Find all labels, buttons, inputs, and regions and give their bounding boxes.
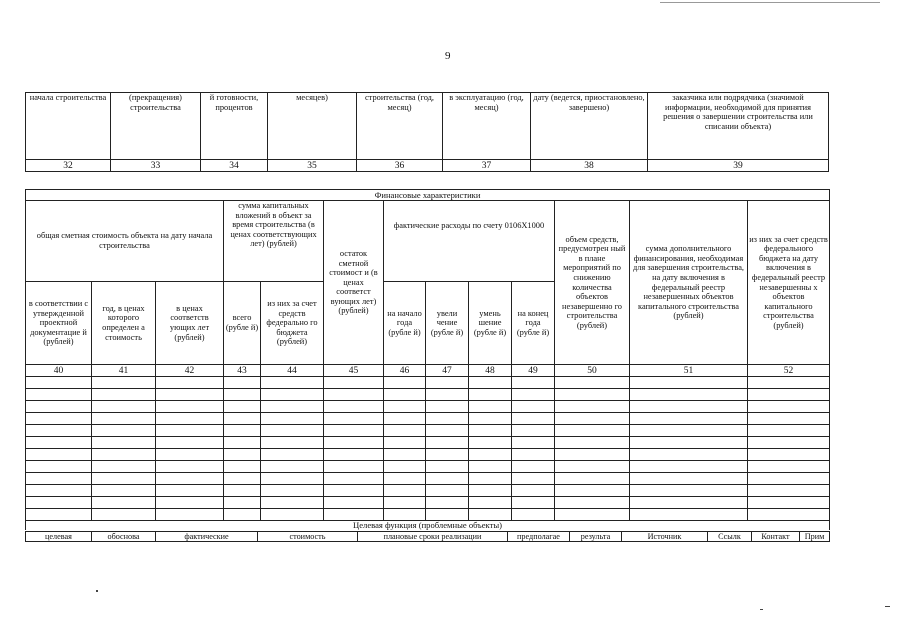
header-cell: заказчика или подрядчика (значимой информации, необходимой для принятия решения о завершении строительства или списании объекта) bbox=[648, 93, 829, 160]
empty-cell bbox=[426, 377, 469, 389]
empty-cell bbox=[555, 425, 630, 437]
empty-cell bbox=[555, 473, 630, 485]
problem-objects-header-table bbox=[25, 531, 830, 542]
empty-cell bbox=[261, 473, 324, 485]
empty-cell bbox=[92, 449, 156, 461]
bottom-header-cell: целевая bbox=[26, 532, 92, 542]
empty-cell bbox=[224, 485, 261, 497]
empty-cell bbox=[324, 449, 384, 461]
column-number: 52 bbox=[748, 365, 830, 377]
empty-cell bbox=[324, 389, 384, 401]
bottom-header-cell: Контакт bbox=[752, 532, 800, 542]
empty-cell bbox=[630, 437, 748, 449]
bottom-header-cell: обоснова bbox=[92, 532, 156, 542]
sub-header-cell: умень шение (рубле й) bbox=[469, 282, 512, 365]
empty-data-row bbox=[26, 377, 830, 389]
empty-cell bbox=[92, 497, 156, 509]
empty-cell bbox=[384, 461, 426, 473]
page-number: 9 bbox=[445, 50, 451, 62]
bottom-header-cell: плановые сроки реализации bbox=[358, 532, 508, 542]
empty-cell bbox=[261, 389, 324, 401]
empty-cell bbox=[426, 473, 469, 485]
empty-cell bbox=[555, 413, 630, 425]
empty-cell bbox=[324, 425, 384, 437]
empty-cell bbox=[384, 497, 426, 509]
empty-cell bbox=[512, 425, 555, 437]
empty-cell bbox=[512, 413, 555, 425]
empty-cell bbox=[26, 497, 92, 509]
header-cell: строительства (год, месяц) bbox=[357, 93, 443, 160]
column-number: 36 bbox=[357, 160, 443, 172]
empty-cell bbox=[469, 401, 512, 413]
empty-cell bbox=[324, 509, 384, 521]
federal-share-header: из них за счет средств федерального бюджета на дату включения в федеральный реестр незавершенны х объектов капитального строительства (рублей) bbox=[748, 201, 830, 365]
bottom-header-cell: результа bbox=[570, 532, 622, 542]
empty-cell bbox=[748, 461, 830, 473]
column-number: 40 bbox=[26, 365, 92, 377]
empty-cell bbox=[426, 437, 469, 449]
empty-cell bbox=[426, 449, 469, 461]
empty-cell bbox=[555, 509, 630, 521]
empty-cell bbox=[426, 497, 469, 509]
empty-cell bbox=[26, 377, 92, 389]
group-header-row bbox=[26, 201, 830, 282]
bottom-header-cell: стоимость bbox=[258, 532, 358, 542]
sub-header-cell: увели чение (рубле й) bbox=[426, 282, 469, 365]
empty-cell bbox=[224, 389, 261, 401]
column-number: 49 bbox=[512, 365, 555, 377]
scan-speck bbox=[660, 2, 880, 3]
column-number: 44 bbox=[261, 365, 324, 377]
empty-data-row bbox=[26, 449, 830, 461]
empty-cell bbox=[469, 449, 512, 461]
column-number-row bbox=[26, 365, 830, 377]
column-number: 48 bbox=[469, 365, 512, 377]
empty-data-row bbox=[26, 473, 830, 485]
empty-data-row bbox=[26, 389, 830, 401]
empty-cell bbox=[324, 473, 384, 485]
empty-cell bbox=[384, 425, 426, 437]
sub-header-cell: на конец года (рубле й) bbox=[512, 282, 555, 365]
sub-header-cell: на начало года (рубле й) bbox=[384, 282, 426, 365]
empty-cell bbox=[630, 509, 748, 521]
empty-cell bbox=[384, 473, 426, 485]
header-cell: в эксплуатацию (год, месяц) bbox=[443, 93, 531, 160]
empty-cell bbox=[630, 461, 748, 473]
empty-cell bbox=[26, 461, 92, 473]
column-number: 46 bbox=[384, 365, 426, 377]
empty-cell bbox=[224, 401, 261, 413]
empty-cell bbox=[384, 449, 426, 461]
empty-cell bbox=[512, 437, 555, 449]
financial-characteristics-table bbox=[25, 189, 830, 530]
empty-cell bbox=[156, 509, 224, 521]
sub-header-cell: из них за счет средств федерально го бюджета (рублей) bbox=[261, 282, 324, 365]
empty-cell bbox=[426, 485, 469, 497]
scan-speck bbox=[760, 609, 763, 610]
column-number: 51 bbox=[630, 365, 748, 377]
empty-cell bbox=[469, 461, 512, 473]
column-number: 34 bbox=[201, 160, 268, 172]
empty-cell bbox=[324, 497, 384, 509]
empty-cell bbox=[92, 509, 156, 521]
empty-cell bbox=[261, 401, 324, 413]
bottom-header-cell: фактические bbox=[156, 532, 258, 542]
scan-speck bbox=[885, 606, 890, 607]
bottom-header-cell: Ссылк bbox=[708, 532, 752, 542]
empty-cell bbox=[92, 437, 156, 449]
empty-cell bbox=[156, 497, 224, 509]
empty-cell bbox=[261, 497, 324, 509]
column-number: 45 bbox=[324, 365, 384, 377]
empty-cell bbox=[92, 389, 156, 401]
header-row bbox=[26, 93, 829, 160]
empty-cell bbox=[384, 377, 426, 389]
empty-data-row bbox=[26, 509, 830, 521]
empty-cell bbox=[426, 401, 469, 413]
empty-cell bbox=[469, 413, 512, 425]
column-number-row bbox=[26, 160, 829, 172]
empty-cell bbox=[261, 425, 324, 437]
empty-cell bbox=[26, 509, 92, 521]
empty-cell bbox=[555, 497, 630, 509]
empty-cell bbox=[92, 473, 156, 485]
empty-cell bbox=[26, 425, 92, 437]
empty-cell bbox=[156, 389, 224, 401]
empty-cell bbox=[426, 389, 469, 401]
empty-cell bbox=[92, 413, 156, 425]
empty-cell bbox=[748, 509, 830, 521]
empty-data-row bbox=[26, 485, 830, 497]
empty-cell bbox=[469, 377, 512, 389]
empty-cell bbox=[512, 401, 555, 413]
empty-cell bbox=[426, 425, 469, 437]
empty-cell bbox=[26, 437, 92, 449]
empty-cell bbox=[26, 485, 92, 497]
empty-cell bbox=[748, 389, 830, 401]
empty-cell bbox=[156, 473, 224, 485]
empty-cell bbox=[630, 425, 748, 437]
empty-cell bbox=[324, 401, 384, 413]
empty-cell bbox=[469, 497, 512, 509]
actual-expenses-group-header: фактические расходы по счету 0106Х1000 bbox=[384, 201, 555, 282]
empty-cell bbox=[261, 413, 324, 425]
empty-cell bbox=[92, 401, 156, 413]
problem-objects-header-row bbox=[26, 532, 830, 542]
empty-cell bbox=[261, 461, 324, 473]
empty-cell bbox=[92, 425, 156, 437]
empty-cell bbox=[261, 485, 324, 497]
empty-cell bbox=[469, 485, 512, 497]
scan-speck bbox=[96, 590, 98, 592]
sub-header-cell: всего (рубле й) bbox=[224, 282, 261, 365]
header-cell: (прекращения) строительства bbox=[111, 93, 201, 160]
empty-data-row bbox=[26, 461, 830, 473]
estimate-group-header: общая сметная стоимость объекта на дату начала строительства bbox=[26, 201, 224, 282]
sub-header-cell: в соответствии с утвержденной проектной документацие й (рублей) bbox=[26, 282, 92, 365]
empty-cell bbox=[469, 425, 512, 437]
column-number: 39 bbox=[648, 160, 829, 172]
empty-cell bbox=[748, 485, 830, 497]
empty-cell bbox=[384, 413, 426, 425]
empty-cell bbox=[512, 509, 555, 521]
empty-cell bbox=[555, 437, 630, 449]
empty-cell bbox=[224, 449, 261, 461]
empty-cell bbox=[224, 473, 261, 485]
empty-cell bbox=[324, 437, 384, 449]
empty-cell bbox=[512, 497, 555, 509]
empty-cell bbox=[555, 377, 630, 389]
empty-cell bbox=[469, 509, 512, 521]
empty-data-row bbox=[26, 425, 830, 437]
bottom-header-cell: Источник bbox=[622, 532, 708, 542]
empty-cell bbox=[630, 497, 748, 509]
empty-cell bbox=[156, 401, 224, 413]
empty-cell bbox=[748, 377, 830, 389]
empty-cell bbox=[748, 449, 830, 461]
column-number: 41 bbox=[92, 365, 156, 377]
empty-cell bbox=[512, 485, 555, 497]
empty-cell bbox=[630, 377, 748, 389]
header-cell: дату (ведется, приостановлено, завершено) bbox=[531, 93, 648, 160]
column-number: 50 bbox=[555, 365, 630, 377]
empty-cell bbox=[224, 437, 261, 449]
column-number: 42 bbox=[156, 365, 224, 377]
empty-cell bbox=[630, 389, 748, 401]
empty-cell bbox=[748, 473, 830, 485]
empty-cell bbox=[324, 485, 384, 497]
remainder-header: остаток сметной стоимост и (в ценах соответст вующих лет) (рублей) bbox=[324, 201, 384, 365]
empty-cell bbox=[26, 449, 92, 461]
empty-cell bbox=[555, 461, 630, 473]
empty-cell bbox=[156, 485, 224, 497]
empty-cell bbox=[224, 425, 261, 437]
target-function-caption: Целевая функция (проблемные объекты) bbox=[26, 521, 830, 531]
empty-cell bbox=[324, 413, 384, 425]
column-number: 32 bbox=[26, 160, 111, 172]
empty-cell bbox=[384, 485, 426, 497]
empty-cell bbox=[26, 401, 92, 413]
empty-cell bbox=[324, 377, 384, 389]
empty-cell bbox=[630, 449, 748, 461]
empty-cell bbox=[26, 413, 92, 425]
empty-cell bbox=[224, 461, 261, 473]
empty-cell bbox=[384, 437, 426, 449]
additional-funding-header: сумма дополнительного финансирования, необходимая для завершения строительства, на дату включения в федеральный реестр незавершенных объектов капитального строительства (рублей) bbox=[630, 201, 748, 365]
empty-data-row bbox=[26, 413, 830, 425]
empty-cell bbox=[748, 425, 830, 437]
empty-cell bbox=[261, 437, 324, 449]
empty-cell bbox=[384, 509, 426, 521]
empty-cell bbox=[224, 497, 261, 509]
empty-cell bbox=[92, 485, 156, 497]
empty-cell bbox=[224, 377, 261, 389]
header-cell: начала строительства bbox=[26, 93, 111, 160]
empty-cell bbox=[156, 449, 224, 461]
empty-cell bbox=[156, 377, 224, 389]
empty-data-row bbox=[26, 437, 830, 449]
bottom-header-cell: предполагае bbox=[508, 532, 570, 542]
title-row bbox=[26, 190, 830, 201]
empty-cell bbox=[630, 473, 748, 485]
empty-data-row bbox=[26, 497, 830, 509]
header-cell: месяцев) bbox=[268, 93, 357, 160]
empty-cell bbox=[426, 461, 469, 473]
empty-cell bbox=[512, 461, 555, 473]
table-title: Финансовые характеристики bbox=[26, 190, 830, 201]
column-number: 35 bbox=[268, 160, 357, 172]
empty-cell bbox=[469, 437, 512, 449]
empty-cell bbox=[512, 449, 555, 461]
empty-cell bbox=[324, 461, 384, 473]
empty-cell bbox=[224, 509, 261, 521]
column-number: 33 bbox=[111, 160, 201, 172]
empty-cell bbox=[630, 413, 748, 425]
empty-cell bbox=[469, 473, 512, 485]
empty-cell bbox=[748, 437, 830, 449]
empty-cell bbox=[748, 401, 830, 413]
empty-cell bbox=[26, 473, 92, 485]
empty-cell bbox=[261, 509, 324, 521]
footer-row bbox=[26, 521, 830, 531]
empty-cell bbox=[156, 425, 224, 437]
empty-cell bbox=[426, 509, 469, 521]
empty-cell bbox=[156, 437, 224, 449]
empty-cell bbox=[384, 389, 426, 401]
empty-cell bbox=[426, 413, 469, 425]
empty-cell bbox=[748, 497, 830, 509]
empty-cell bbox=[555, 449, 630, 461]
empty-cell bbox=[512, 377, 555, 389]
planned-funds-header: объем средств, предусмотрен ный в плане мероприятий по снижению количества объектов незавершенно го строительства (рублей) bbox=[555, 201, 630, 365]
empty-cell bbox=[630, 485, 748, 497]
construction-status-table bbox=[25, 92, 829, 172]
column-number: 37 bbox=[443, 160, 531, 172]
sub-header-cell: год, в ценах которого определен а стоимость bbox=[92, 282, 156, 365]
empty-cell bbox=[748, 413, 830, 425]
empty-cell bbox=[92, 377, 156, 389]
column-number: 47 bbox=[426, 365, 469, 377]
empty-cell bbox=[555, 401, 630, 413]
bottom-header-cell: Прим bbox=[800, 532, 830, 542]
empty-cell bbox=[261, 449, 324, 461]
empty-cell bbox=[555, 389, 630, 401]
empty-cell bbox=[512, 389, 555, 401]
empty-cell bbox=[156, 413, 224, 425]
empty-cell bbox=[156, 461, 224, 473]
header-cell: й готовности, процентов bbox=[201, 93, 268, 160]
column-number: 38 bbox=[531, 160, 648, 172]
empty-cell bbox=[92, 461, 156, 473]
empty-cell bbox=[384, 401, 426, 413]
empty-cell bbox=[512, 473, 555, 485]
empty-cell bbox=[261, 377, 324, 389]
empty-cell bbox=[555, 485, 630, 497]
empty-cell bbox=[224, 413, 261, 425]
sub-header-cell: в ценах соответств ующих лет (рублей) bbox=[156, 282, 224, 365]
empty-data-row bbox=[26, 401, 830, 413]
empty-cell bbox=[26, 389, 92, 401]
empty-cell bbox=[630, 401, 748, 413]
capital-group-header: сумма капитальных вложений в объект за время строительства (в ценах соответствующих лет) (рублей) bbox=[224, 201, 324, 282]
column-number: 43 bbox=[224, 365, 261, 377]
empty-cell bbox=[469, 389, 512, 401]
